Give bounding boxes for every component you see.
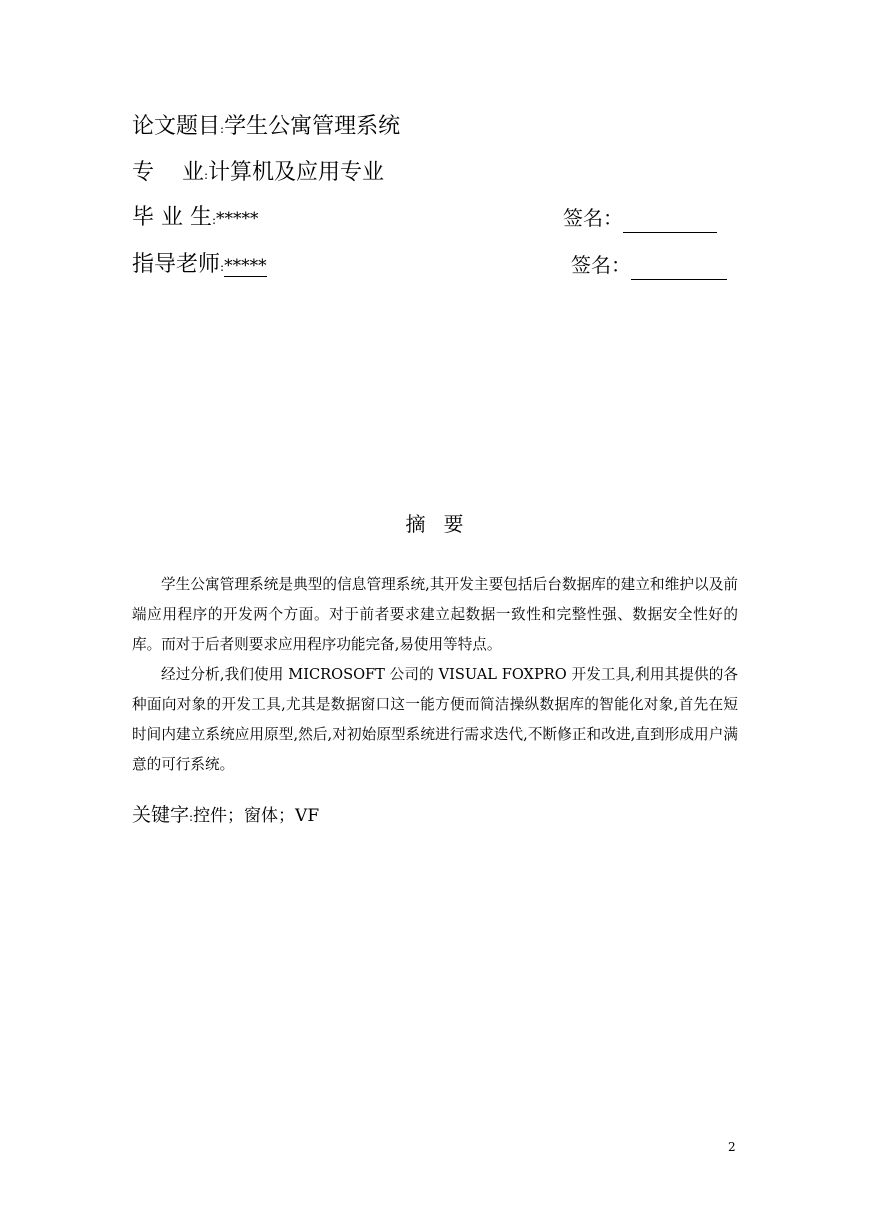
thesis-title-row — [132, 111, 400, 143]
student-signature-line — [623, 232, 717, 233]
thesis-title-value: 学生公寓管理系统 — [224, 114, 401, 139]
student-signature-label: 签名： — [563, 206, 623, 230]
advisor-row — [132, 249, 267, 281]
advisor-signature — [571, 249, 727, 281]
major-label: 专 业 — [132, 160, 204, 185]
abstract-paragraph-1: 学生公寓管理系统是典型的信息管理系统,其开发主要包括后台数据库的建立和维护以及前端应用程序的开发两个方面。对于前者要求建立起数据一致性和完整性强、数据安全性好的库。而对于后者则要求应用程序功能完备,易使用等特点。 — [132, 576, 738, 653]
major-row — [132, 157, 384, 189]
keywords-row — [132, 799, 319, 831]
student-value: ***** — [216, 209, 259, 229]
abstract-body — [132, 570, 738, 780]
keywords-label: 关键字 — [132, 804, 190, 826]
major-value: 计算机及应用专业 — [208, 160, 385, 185]
student-label: 毕 业 生 — [132, 205, 212, 230]
advisor-colon: : — [220, 260, 225, 274]
advisor-value: ***** — [224, 256, 267, 276]
advisor-label: 指导老师 — [132, 252, 221, 277]
thesis-title-colon: : — [220, 122, 225, 136]
student-signature — [563, 202, 717, 234]
page-number: 2 — [728, 1140, 736, 1154]
thesis-title-label: 论文题目 — [132, 114, 221, 139]
keywords-colon: : — [189, 810, 194, 824]
abstract-paragraph-2: 经过分析,我们使用 MICROSOFT 公司的 VISUAL FOXPRO 开发工具,利用其提供的各种面向对象的开发工具,尤其是数据窗口这一能方便而简洁操纵数据库的智能化对象,首先在短时间内建立系统应用原型,然后,对初始原型系统进行需求迭代,不断修正和改进,直到形成用户满意的可行系统。 — [132, 666, 738, 773]
major-colon: : — [203, 168, 209, 182]
keywords-value: 控件；窗体；VF — [193, 806, 320, 826]
student-colon: : — [212, 213, 217, 227]
advisor-signature-line — [631, 279, 727, 280]
abstract-heading: 摘要 — [405, 512, 482, 536]
advisor-signature-label: 签名： — [571, 253, 631, 277]
student-row — [132, 202, 259, 234]
